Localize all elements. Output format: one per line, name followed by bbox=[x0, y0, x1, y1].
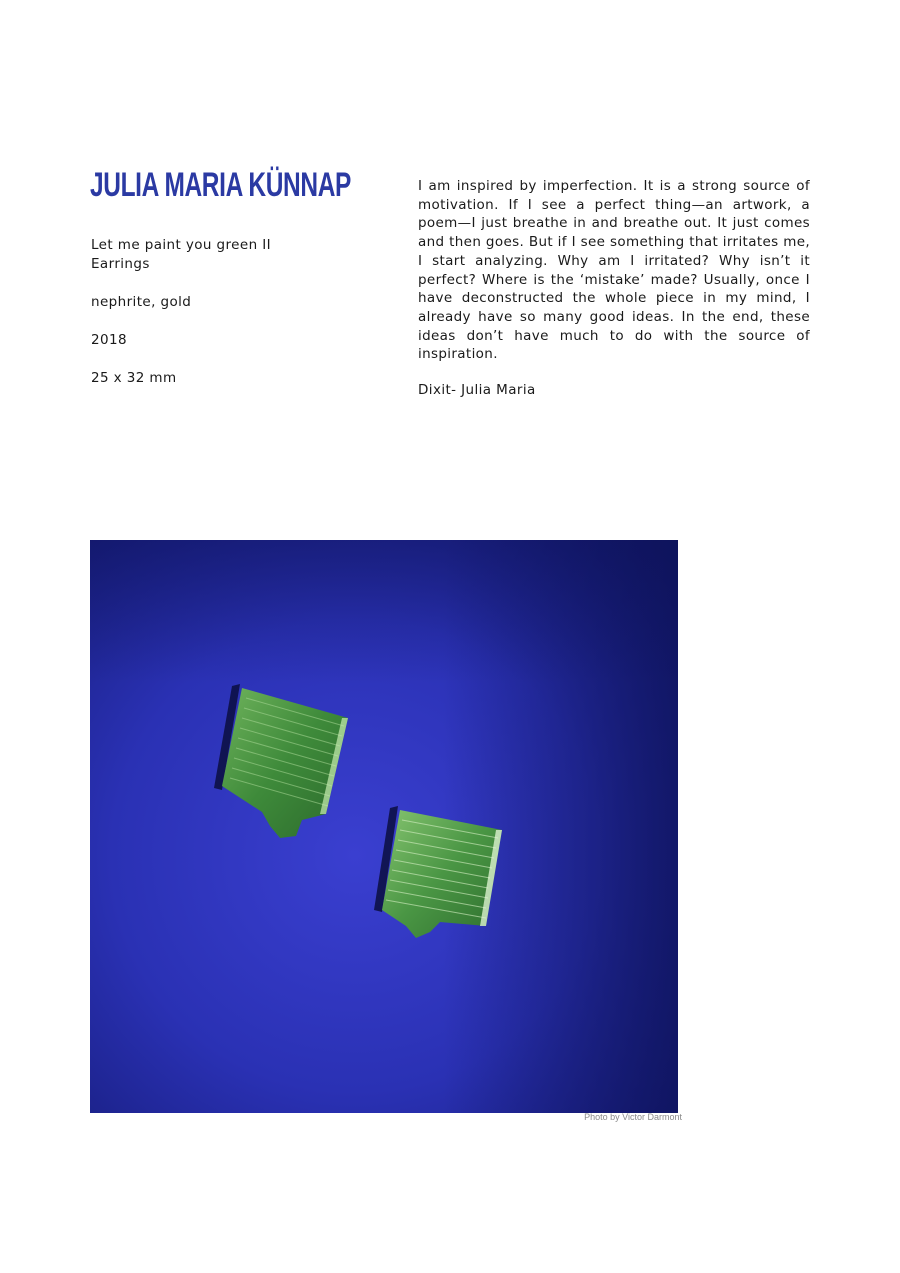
artwork-title-line1: Let me paint you green II bbox=[91, 237, 271, 253]
artwork-title-line2: Earrings bbox=[91, 256, 150, 272]
artist-statement: I am inspired by imperfection. It is a strong source of motivation. If I see a perfect thing—an artwork, a poem—I just breathe in and breathe out. It just comes and then goes. But if I see something that irritates me, I start analyzing. Why am I irritated? Why isn’t it perfect? Where is the ‘mistake’ made? Usually, once I have deconstructed the whole piece in my mind, I already have so many good ideas. In the end, these ideas don’t have much to do with the source of inspiration. bbox=[418, 178, 810, 363]
artwork-title bbox=[91, 236, 271, 274]
artwork-dimensions: 25 x 32 mm bbox=[91, 370, 177, 386]
artwork-year: 2018 bbox=[91, 332, 127, 348]
photo-credit: Photo by Victor Darmont bbox=[584, 1112, 682, 1122]
earrings-photo-illustration bbox=[90, 540, 678, 1113]
artwork-materials: nephrite, gold bbox=[91, 294, 192, 310]
statement-signature: Dixit- Julia Maria bbox=[418, 382, 536, 398]
artwork-photo bbox=[90, 540, 678, 1113]
artist-name: JULIA MARIA KÜNNAP bbox=[90, 166, 351, 204]
